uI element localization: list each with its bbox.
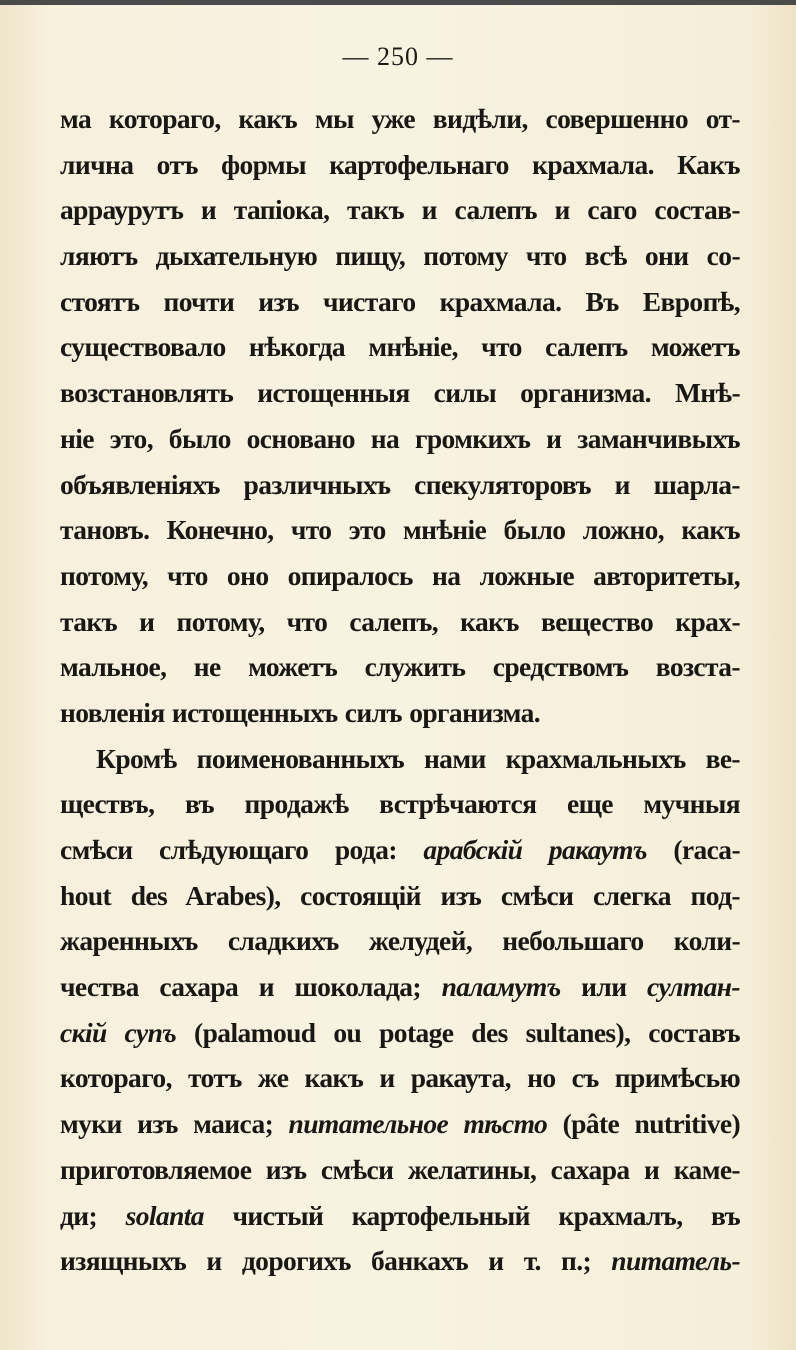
text-line: жаренныхъ сладкихъ желудей, небольшаго коли- [60,925,740,957]
text-line: смѣси слѣдующаго рода: арабскій ракаутъ (raca- [60,834,740,865]
text-line: арраурутъ и тапіока, такъ и салепъ и саго состав- [60,194,740,226]
text-line: ди; solanta чистый картофельный крахмалъ, въ [60,1199,741,1231]
text-line: возстановлять истощенныя силы организма. Мнѣ- [60,377,740,409]
text-line: муки изъ маиса; питательное тѣсто (pâte nutritive) [60,1108,741,1140]
text-line: потому, что оно опиралось на ложные авторитеты, [60,559,740,591]
text-line: ма котораго, какъ мы уже видѣли, совершенно от- [60,103,740,134]
text-line: такъ и потому, что салепъ, какъ вещество крах- [60,605,740,637]
italic-term: скій супъ [60,1016,177,1048]
text-line: hout des Arabes), состоящій изъ смѣси слегка под- [60,879,740,911]
page-top-edge [0,0,796,5]
text-line: ніе это, было основано на громкихъ и заманчивыхъ [60,422,740,454]
italic-term: питатель- [611,1245,740,1277]
text-line: ляютъ дыхательную пищу, потому что всѣ они со- [60,240,740,272]
text-line: котораго, тотъ же какъ и ракаута, но съ примѣсью [60,1062,740,1094]
text-line: новленія истощенныхъ силъ организма. [60,696,540,728]
italic-term: питательное тѣсто [288,1108,548,1140]
italic-term: арабскій ракаутъ [423,834,647,865]
text-line: изящныхъ и дорогихъ банкахъ и т. п.; питатель- [60,1245,740,1277]
italic-term: solanta [125,1199,204,1231]
text-line: мальное, не можетъ служить средствомъ возста- [60,651,740,683]
text-line: существовало нѣкогда мнѣніе, что салепъ можетъ [60,331,740,363]
italic-term: паламутъ [441,971,561,1003]
text-line: объявленіяхъ различныхъ спекуляторовъ и шарла- [60,468,740,500]
text-line: тановъ. Конечно, что это мнѣніе было ложно, какъ [60,514,740,546]
text-line: Кромѣ поименованныхъ нами крахмальныхъ ве- [96,742,740,774]
italic-term: султан- [647,971,740,1003]
text-line: лична отъ формы картофельнаго крахмала. Какъ [60,148,740,180]
text-line: ществъ, въ продажѣ встрѣчаются еще мучныя [60,788,740,820]
text-line: скій супъ (palamoud ou potage des sultanes), составъ [60,1016,740,1048]
text-line: приготовляемое изъ смѣси желатины, сахара и каме- [60,1153,740,1185]
text-line: стоятъ почти изъ чистаго крахмала. Въ Европѣ, [60,285,740,317]
page-number: — 250 — [342,42,454,71]
body-text [60,96,740,1284]
text-line: чества сахара и шоколада; паламутъ или султан- [60,971,740,1003]
